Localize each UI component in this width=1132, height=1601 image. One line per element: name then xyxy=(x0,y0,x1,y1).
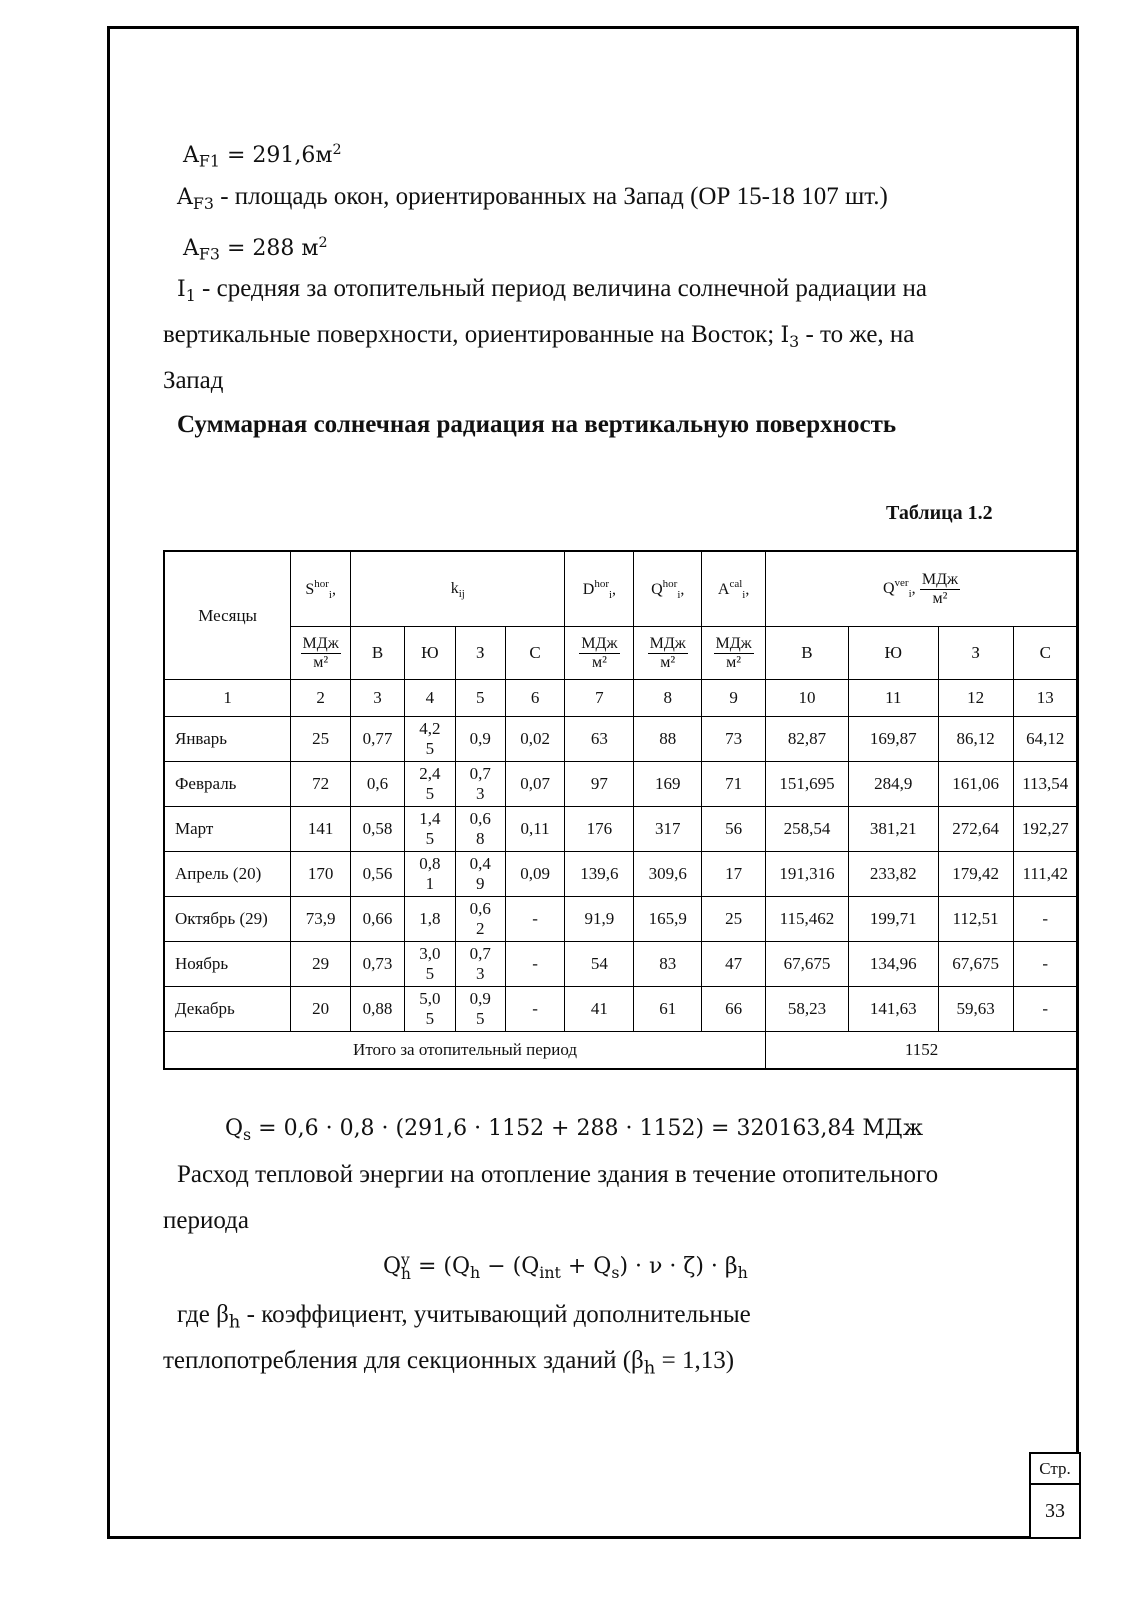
cell-value: 5,05 xyxy=(419,989,441,1028)
column-number: 3 xyxy=(351,680,405,717)
table-row xyxy=(164,807,1078,852)
solar-radiation-table xyxy=(163,550,1079,1070)
cell-ky: 1,8 xyxy=(404,897,455,942)
cell-qv: 67,675 xyxy=(766,942,849,987)
cell-qy: 284,9 xyxy=(848,762,938,807)
dir-header: Ю xyxy=(848,627,938,680)
cell-month: Октябрь (29) xyxy=(164,897,291,942)
cell-ky xyxy=(404,852,455,897)
dir-header: В xyxy=(351,627,405,680)
cell-kz: 0,9 xyxy=(455,717,505,762)
cell-ks: - xyxy=(505,987,565,1032)
paragraph-line: теплопотребления для секционных зданий $(\beta_h = 1,13)$ xyxy=(163,1347,735,1379)
cell-qs: - xyxy=(1013,942,1078,987)
cell-month: Март xyxy=(164,807,291,852)
cell-qv: 151,695 xyxy=(766,762,849,807)
cell-value: 4,25 xyxy=(419,719,441,758)
cell-s: 29 xyxy=(291,942,351,987)
qs-formula: $Q_s = 0,6 \cdot 0,8 \cdot (291,6 \cdot 1152 + 288 \cdot 1152) = 320163,84$ МДж xyxy=(225,1116,924,1144)
cell-ky xyxy=(404,717,455,762)
cell-qz: 112,51 xyxy=(938,897,1013,942)
dir-header: С xyxy=(505,627,565,680)
cell-qy: 233,82 xyxy=(848,852,938,897)
cell-value: 1,45 xyxy=(419,809,441,848)
cell-a: 17 xyxy=(702,852,766,897)
cell-qs: - xyxy=(1013,987,1078,1032)
cell-value: 0,95 xyxy=(469,989,491,1028)
cell-s: 141 xyxy=(291,807,351,852)
paragraph-line: Запад xyxy=(163,367,224,394)
cell-value: 0,73 xyxy=(469,944,491,983)
cell-s: 20 xyxy=(291,987,351,1032)
cell-kz xyxy=(455,762,505,807)
column-numbers-row xyxy=(164,680,1078,717)
paragraph-line: где $\beta_h$ - коэффициент, учитывающий дополнительные xyxy=(177,1301,751,1333)
total-label: Итого за отопительный период xyxy=(164,1032,766,1070)
header-months: Месяцы xyxy=(164,551,291,680)
cell-a: 25 xyxy=(702,897,766,942)
cell-q: 317 xyxy=(634,807,702,852)
cell-qz: 161,06 xyxy=(938,762,1013,807)
cell-s: 72 xyxy=(291,762,351,807)
cell-s: 73,9 xyxy=(291,897,351,942)
cell-qz: 59,63 xyxy=(938,987,1013,1032)
cell-value: 2,45 xyxy=(419,764,441,803)
cell-qy: 199,71 xyxy=(848,897,938,942)
cell-ks: 0,11 xyxy=(505,807,565,852)
cell-kz xyxy=(455,807,505,852)
cell-q: 165,9 xyxy=(634,897,702,942)
column-number: 10 xyxy=(766,680,849,717)
unit-cell: $\frac{\text{МДж}}{\text{м²}}$ xyxy=(634,627,702,680)
cell-qz: 67,675 xyxy=(938,942,1013,987)
page-number: 33 xyxy=(1029,1483,1081,1539)
table-row xyxy=(164,852,1078,897)
total-value: 1152 xyxy=(766,1032,1078,1070)
cell-value: 0,81 xyxy=(419,854,441,893)
cell-ks: - xyxy=(505,897,565,942)
cell-d: 54 xyxy=(565,942,634,987)
cell-qy: 134,96 xyxy=(848,942,938,987)
cell-kv: 0,77 xyxy=(351,717,405,762)
section-heading: Суммарная солнечная радиация на вертикальную поверхность xyxy=(177,411,897,438)
cell-kz xyxy=(455,852,505,897)
cell-kv: 0,6 xyxy=(351,762,405,807)
cell-qv: 115,462 xyxy=(766,897,849,942)
cell-ks: - xyxy=(505,942,565,987)
table-row xyxy=(164,717,1078,762)
cell-month: Декабрь xyxy=(164,987,291,1032)
cell-qv: 191,316 xyxy=(766,852,849,897)
cell-d: 97 xyxy=(565,762,634,807)
unit-cell: $\frac{\text{МДж}}{\text{м²}}$ xyxy=(565,627,634,680)
cell-value: 0,68 xyxy=(469,809,491,848)
table-row xyxy=(164,987,1078,1032)
table-row xyxy=(164,762,1078,807)
cell-a: 73 xyxy=(702,717,766,762)
cell-qs: 111,42 xyxy=(1013,852,1078,897)
header-q-hor: $Q^{hor}_i$, xyxy=(634,551,702,627)
column-number: 11 xyxy=(848,680,938,717)
column-number: 13 xyxy=(1013,680,1078,717)
column-number: 6 xyxy=(505,680,565,717)
cell-ky xyxy=(404,762,455,807)
cell-qy: 141,63 xyxy=(848,987,938,1032)
cell-qv: 82,87 xyxy=(766,717,849,762)
cell-value: 0,49 xyxy=(469,854,491,893)
cell-kz xyxy=(455,897,505,942)
cell-s: 25 xyxy=(291,717,351,762)
cell-q: 61 xyxy=(634,987,702,1032)
cell-a: 47 xyxy=(702,942,766,987)
dir-header: С xyxy=(1013,627,1078,680)
cell-q: 169 xyxy=(634,762,702,807)
table-label: Таблица 1.2 xyxy=(886,502,993,524)
cell-kv: 0,56 xyxy=(351,852,405,897)
i1-description: $I_1$ - средняя за отопительный период величина солнечной радиации на xyxy=(177,275,927,305)
cell-qz: 179,42 xyxy=(938,852,1013,897)
column-number: 4 xyxy=(404,680,455,717)
cell-qs: 64,12 xyxy=(1013,717,1078,762)
column-number: 2 xyxy=(291,680,351,717)
column-number: 8 xyxy=(634,680,702,717)
table-row xyxy=(164,942,1078,987)
page-stamp-label: Стр. xyxy=(1029,1452,1081,1485)
cell-ky xyxy=(404,987,455,1032)
cell-qs: 113,54 xyxy=(1013,762,1078,807)
dir-header: В xyxy=(766,627,849,680)
cell-a: 66 xyxy=(702,987,766,1032)
cell-qy: 169,87 xyxy=(848,717,938,762)
cell-qv: 58,23 xyxy=(766,987,849,1032)
cell-q: 309,6 xyxy=(634,852,702,897)
cell-ky xyxy=(404,807,455,852)
cell-d: 63 xyxy=(565,717,634,762)
cell-qz: 86,12 xyxy=(938,717,1013,762)
cell-qs: 192,27 xyxy=(1013,807,1078,852)
cell-ks: 0,02 xyxy=(505,717,565,762)
dir-header: З xyxy=(455,627,505,680)
cell-s: 170 xyxy=(291,852,351,897)
cell-qy: 381,21 xyxy=(848,807,938,852)
cell-a: 71 xyxy=(702,762,766,807)
cell-qs: - xyxy=(1013,897,1078,942)
header-q-ver: $Q^{ver}_i$, $\frac{\text{МДж}}{\text{м²}}$ xyxy=(766,551,1078,627)
column-number: 1 xyxy=(164,680,291,717)
column-number: 9 xyxy=(702,680,766,717)
dir-header: З xyxy=(938,627,1013,680)
header-s-hor: $S^{hor}_i$, xyxy=(291,551,351,627)
header-k: $k_{ij}$ xyxy=(351,551,565,627)
cell-kv: 0,66 xyxy=(351,897,405,942)
cell-ky xyxy=(404,942,455,987)
cell-value: 3,05 xyxy=(419,944,441,983)
cell-month: Январь xyxy=(164,717,291,762)
cell-kv: 0,88 xyxy=(351,987,405,1032)
cell-ks: 0,07 xyxy=(505,762,565,807)
paragraph-line: Расход тепловой энергии на отопление здания в течение отопительного xyxy=(177,1161,939,1188)
cell-d: 91,9 xyxy=(565,897,634,942)
cell-month: Апрель (20) xyxy=(164,852,291,897)
cell-q: 88 xyxy=(634,717,702,762)
unit-cell: $\frac{\text{МДж}}{\text{м²}}$ xyxy=(702,627,766,680)
af1-formula: $A_{F1} = 291,6м^2$ xyxy=(183,142,342,171)
cell-value: 0,62 xyxy=(469,899,491,938)
column-number: 5 xyxy=(455,680,505,717)
cell-d: 176 xyxy=(565,807,634,852)
header-a-cal: $A^{cal}_i$, xyxy=(702,551,766,627)
paragraph-line: периода xyxy=(163,1207,249,1234)
cell-qv: 258,54 xyxy=(766,807,849,852)
cell-month: Ноябрь xyxy=(164,942,291,987)
dir-header: Ю xyxy=(404,627,455,680)
cell-value: 0,73 xyxy=(469,764,491,803)
cell-month: Февраль xyxy=(164,762,291,807)
cell-d: 41 xyxy=(565,987,634,1032)
qh-formula: Q y h = $(Q_h - (Q_{int} + Q_s) \cdot \nu \cdot \zeta) \cdot \beta_h$ xyxy=(383,1251,748,1283)
unit-cell: $\frac{\text{МДж}}{\text{м²}}$ xyxy=(291,627,351,680)
af3-description: $A_{F3}$ - площадь окон, ориентированных на Запад (ОР 15-18 107 шт.) xyxy=(177,183,888,213)
cell-ks: 0,09 xyxy=(505,852,565,897)
cell-qz: 272,64 xyxy=(938,807,1013,852)
table-row xyxy=(164,897,1078,942)
cell-kz xyxy=(455,942,505,987)
cell-a: 56 xyxy=(702,807,766,852)
af3-formula: $A_{F3} = 288$ $м^2$ xyxy=(183,235,328,264)
paragraph-line: вертикальные поверхности, ориентированные на Восток; $I_3$ - то же, на xyxy=(163,321,915,351)
column-number: 7 xyxy=(565,680,634,717)
cell-d: 139,6 xyxy=(565,852,634,897)
column-number: 12 xyxy=(938,680,1013,717)
cell-kz xyxy=(455,987,505,1032)
cell-kv: 0,58 xyxy=(351,807,405,852)
cell-q: 83 xyxy=(634,942,702,987)
cell-kv: 0,73 xyxy=(351,942,405,987)
header-d-hor: $D^{hor}_i$, xyxy=(565,551,634,627)
